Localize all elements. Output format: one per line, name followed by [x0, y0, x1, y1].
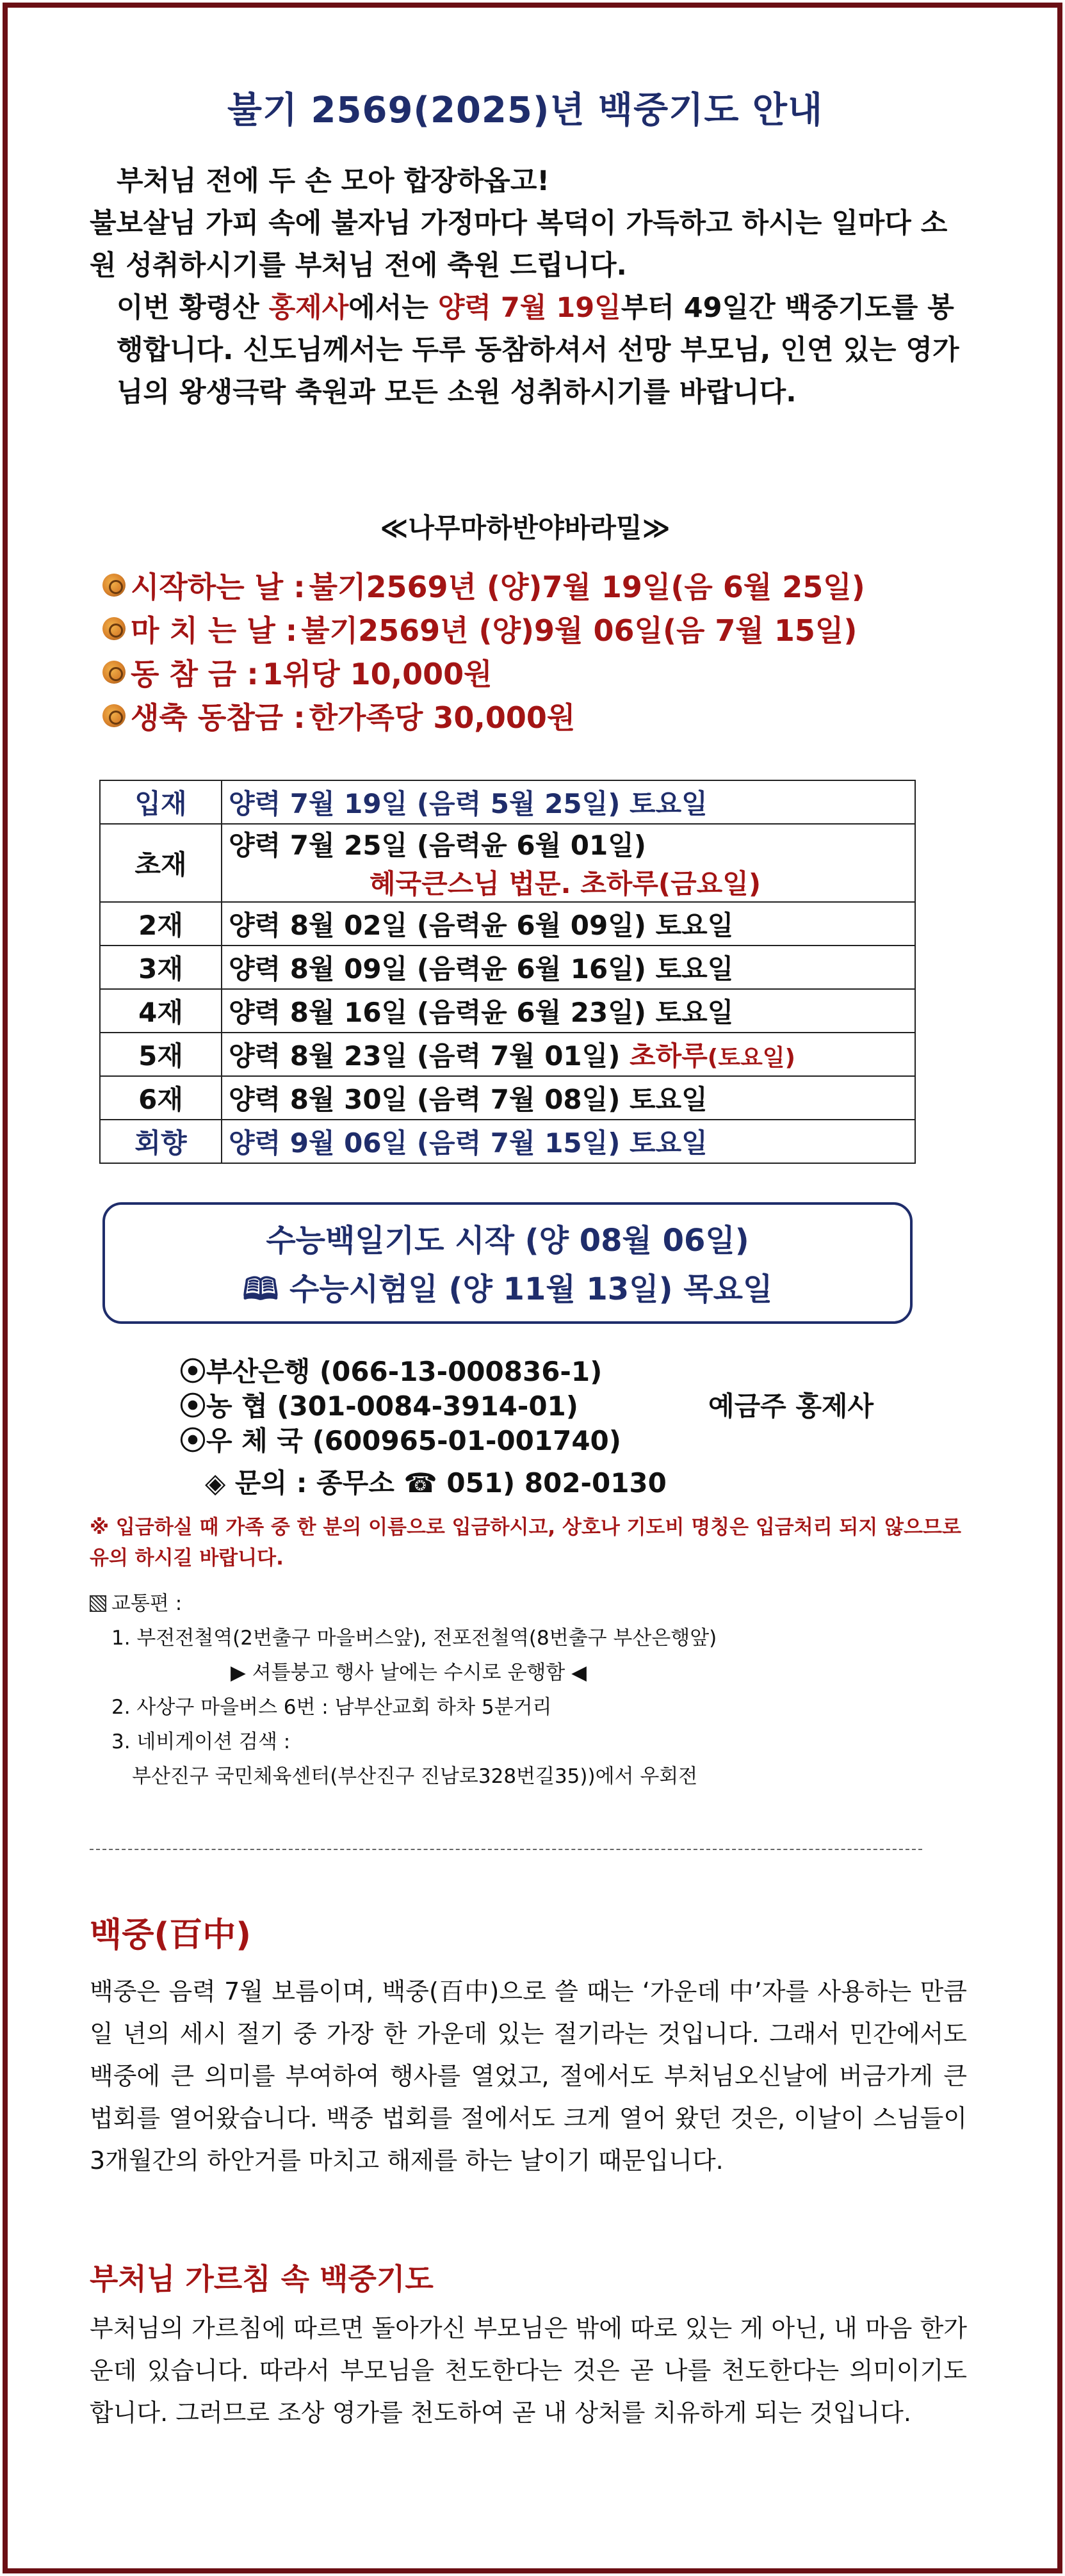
schedule-name: 2재 [100, 902, 222, 946]
directions-heading: 교통편 : [90, 1586, 967, 1621]
bank-accounts [179, 1355, 874, 1458]
schedule-date: 양력 8월 30일 (음력 7월 08일) 토요일 [222, 1076, 915, 1120]
start-date-highlight: 양력 7월 19일 [437, 292, 621, 324]
intro-blessing: 불보살님 가피 속에 불자님 가정마다 복덕이 가득하고 하시는 일마다 소원 성취하시기를 부처님 전에 축원 드립니다. [90, 207, 948, 282]
mantra: ≪나무마하반야바라밀≫ [380, 512, 671, 543]
schedule-date: 양력 8월 23일 (음력 7월 01일) [229, 1040, 630, 1072]
fact-start-date: 시작하는 날 : 불기2569년 (양)7월 19일(음 6월 25일) [102, 563, 973, 607]
table-row [100, 989, 915, 1033]
section-title-baekjung: 백중(百中) [90, 1916, 251, 1954]
schedule-date: 양력 7월 25일 (음력윤 6월 01일) [229, 830, 646, 861]
table-row [100, 1033, 915, 1076]
table-row [100, 1120, 915, 1163]
schedule-date: 양력 7월 19일 (음력 5월 25일) 토요일 [222, 780, 915, 824]
schedule-name: 3재 [100, 946, 222, 989]
schedule-note: 혜국큰스님 법문. 초하루(금요일) [370, 868, 761, 899]
schedule-date: 양력 8월 16일 (음력윤 6월 23일) 토요일 [222, 989, 915, 1033]
schedule-name: 6재 [100, 1076, 222, 1120]
schedule-name: 회향 [100, 1120, 222, 1163]
directions-subitem: ▶ 셔틀붕고 행사 날에는 수시로 운행함 ◀ [231, 1661, 587, 1684]
fact-participation-fee: 동 참 금 : 1위당 10,000원 [102, 650, 973, 694]
flower-bullet-icon [102, 704, 126, 727]
directions [90, 1586, 967, 1794]
exam-prayer-box [102, 1202, 913, 1324]
schedule-date: 양력 9월 06일 (음력 7월 15일) 토요일 [222, 1120, 915, 1163]
schedule-name: 초재 [100, 824, 222, 902]
directions-item: 2. 사상구 마을버스 6번 : 남부산교회 하차 5분거리 [111, 1696, 552, 1719]
temple-name: 홍제사 [268, 292, 349, 324]
intro-greeting: 부처님 전에 두 손 모아 합장하옵고! [117, 165, 549, 197]
hatched-square-icon [90, 1595, 106, 1612]
directions-item: 1. 부전전철역(2번출구 마을버스앞), 전포전철역(8번출구 부산은행앞) [111, 1627, 717, 1650]
directions-item: 3. 네비게이션 검색 : [111, 1730, 291, 1753]
table-row [100, 780, 915, 824]
contact-info: ◈ 문의 : 종무소 ☎ 051) 802-0130 [205, 1467, 667, 1499]
bank-account-post: ⦿우 체 국 (600965-01-001740) [179, 1425, 621, 1456]
bank-account-nonghyup: ⦿농 협 (301-0084-3914-01) [179, 1390, 578, 1422]
account-holder: 예금주 홍제사 [708, 1390, 874, 1422]
schedule-date-cell [222, 1033, 915, 1076]
bank-account-busan: ⦿부산은행 (066-13-000836-1) [179, 1356, 603, 1387]
section-body-teaching: 부처님의 가르침에 따르면 돌아가신 부모님은 밖에 따로 있는 게 아닌, 내 마음 한가운데 있습니다. 따라서 부모님을 천도한다는 것은 곧 나를 천도한다는 의미이기도 합니다. 그러므로 조상 영가를 천도하여 곧 내 상처를 치유하게 되는 것입니다. [90, 2314, 967, 2427]
table-row [100, 946, 915, 989]
exam-prayer-start: 수능백일기도 시작 (양 08월 06일) [266, 1223, 749, 1259]
schedule-note-day: (토요일) [707, 1045, 795, 1071]
schedule-note: 초하루 [630, 1040, 708, 1072]
table-row [100, 902, 915, 946]
section-title-teaching: 부처님 가르침 속 백중기도 [90, 2262, 434, 2296]
schedule-date: 양력 8월 09일 (음력윤 6월 16일) 토요일 [222, 946, 915, 989]
schedule-date: 양력 8월 02일 (음력윤 6월 09일) 토요일 [222, 902, 915, 946]
exam-date: 🕮 수능시험일 (양 11월 13일) 목요일 [242, 1271, 773, 1307]
fact-end-date: 마 치 는 날 : 불기2569년 (양)9월 06일(음 7월 15일) [102, 607, 973, 650]
dashed-divider [90, 1849, 922, 1850]
flower-bullet-icon [102, 617, 126, 640]
deposit-notice: ※ 입금하실 때 가족 중 한 분의 이름으로 입금하시고, 상호나 기도비 명칭은 입금처리 되지 않으므로 유의 하시길 바랍니다. [90, 1516, 961, 1570]
intro-text [90, 160, 967, 414]
intro-announcement: 이번 황령산 홍제사에서는 양력 7월 19일부터 49일간 백중기도를 봉행합니다. 신도님께서는 두루 동참하셔서 선망 부모님, 인연 있는 영가님의 왕생극락 축원과 모든 소원 성취하시기를 바랍니다. [117, 292, 959, 408]
section-body-baekjung: 백중은 음력 7월 보름이며, 백중(百中)으로 쓸 때는 ‘가운데 中’자를 사용하는 만큼 일 년의 세시 절기 중 가장 한 가운데 있는 절기라는 것입니다. 그래서 민간에서도 백중에 큰 의미를 부여하여 행사를 열었고, 절에서도 부처님오신날에 버금가게 큰 법회를 열어왔습니다. 백중 법회를 절에서도 크게 열어 왔던 것은, 이날이 스님들이 3개월간의 하안거를 마치고 해제를 하는 날이기 때문입니다. [90, 1977, 967, 2175]
schedule-name: 4재 [100, 989, 222, 1033]
page-title: 불기 2569(2025)년 백중기도 안내 [227, 90, 824, 131]
table-row [100, 824, 915, 902]
schedule-name: 5재 [100, 1033, 222, 1076]
key-facts-list [102, 563, 973, 737]
table-row [100, 1076, 915, 1120]
fact-family-fee: 생축 동참금 : 한가족당 30,000원 [102, 694, 973, 737]
flower-bullet-icon [102, 661, 126, 684]
flower-bullet-icon [102, 574, 126, 597]
schedule-table [99, 780, 916, 1164]
directions-subitem: 부산진구 국민체육센터(부산진구 진남로328번길35))에서 우회전 [132, 1765, 698, 1788]
schedule-date-cell [222, 824, 915, 902]
schedule-name: 입재 [100, 780, 222, 824]
